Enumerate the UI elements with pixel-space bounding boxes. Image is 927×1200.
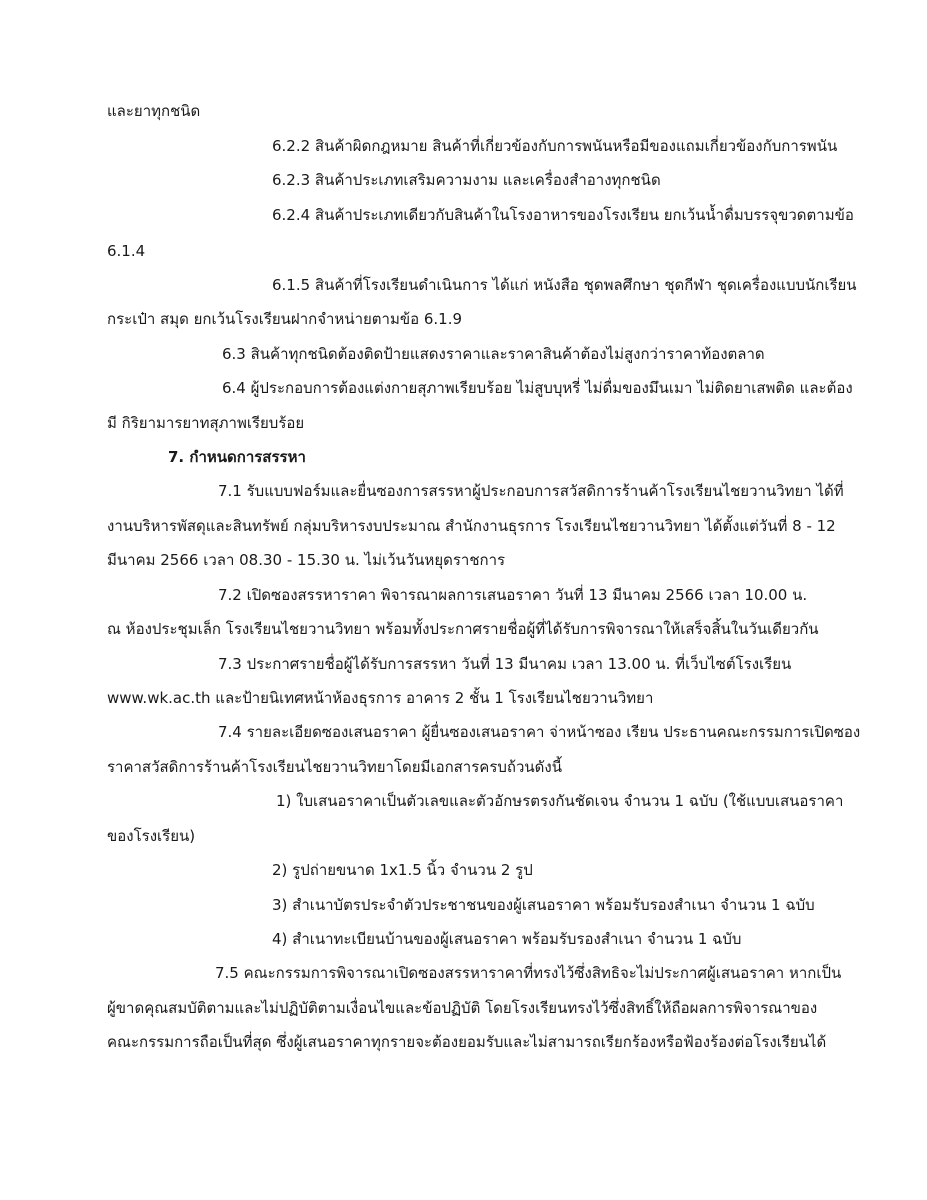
text-line: กระเป๋า สมุด ยกเว้นโรงเรียนฝากจำหน่ายตามข้อ 6.1.9: [107, 310, 463, 328]
text-line: 2) รูปถ่ายขนาด 1x1.5 นิ้ว จำนวน 2 รูป: [272, 861, 533, 879]
text-line: มีนาคม 2566 เวลา 08.30 - 15.30 น. ไม่เว้นวันหยุดราชการ: [107, 551, 506, 569]
text-line: ณ ห้องประชุมเล็ก โรงเรียนไชยวานวิทยา พร้อมทั้งประกาศรายชื่อผู้ที่ได้รับการพิจารณาให้เสร็จสิ้นในวันเดียวกัน: [107, 620, 819, 638]
text-line: 7.5 คณะกรรมการพิจารณาเปิดซองสรรหาราคาที่ทรงไว้ซึ่งสิทธิจะไม่ประกาศผู้เสนอราคา หากเป็น: [215, 964, 842, 982]
text-line: ของโรงเรียน): [107, 827, 196, 845]
text-line: 6.2.3 สินค้าประเภทเสริมความงาม และเครื่องสำอางทุกชนิด: [272, 171, 661, 189]
text-line: 6.1.5 สินค้าที่โรงเรียนดำเนินการ ได้แก่ หนังสือ ชุดพลศึกษา ชุดกีฬา ชุดเครื่องแบบนักเรียน: [272, 276, 857, 294]
text-line: 6.2.4 สินค้าประเภทเดียวกับสินค้าในโรงอาหารของโรงเรียน ยกเว้นน้ำดื่มบรรจุขวดตามข้อ: [272, 206, 854, 224]
text-line: ผู้ขาดคุณสมบัติตามและไม่ปฏิบัติตามเงื่อนไขและข้อปฏิบัติ โดยโรงเรียนทรงไว้ซึ่งสิทธิ์ให้ถือผลการพิจารณาของ: [107, 999, 818, 1017]
text-line: มี กิริยามารยาทสุภาพเรียบร้อย: [107, 414, 305, 432]
text-line: 6.1.4: [107, 242, 146, 260]
text-line: 7.4 รายละเอียดซองเสนอราคา ผู้ยื่นซองเสนอราคา จ่าหน้าซอง เรียน ประธานคณะกรรมการเปิดซอง: [218, 723, 861, 741]
text-line: 1) ใบเสนอราคาเป็นตัวเลขและตัวอักษรตรงกันชัดเจน จำนวน 1 ฉบับ (ใช้แบบเสนอราคา: [276, 792, 844, 810]
text-line: 6.3 สินค้าทุกชนิดต้องติดป้ายแสดงราคาและราคาสินค้าต้องไม่สูงกว่าราคาท้องตลาด: [222, 345, 765, 363]
text-line: 7.2 เปิดซองสรรหาราคา พิจารณาผลการเสนอราคา วันที่ 13 มีนาคม 2566 เวลา 10.00 น.: [218, 586, 808, 604]
text-line: คณะกรรมการถือเป็นที่สุด ซึ่งผู้เสนอราคาทุกรายจะต้องยอมรับและไม่สามารถเรียกร้องหรือฟ้องร้องต่อโรงเรียนได้: [107, 1033, 827, 1051]
text-line: 4) สำเนาทะเบียนบ้านของผู้เสนอราคา พร้อมรับรองสำเนา จำนวน 1 ฉบับ: [272, 930, 742, 948]
text-line: และยาทุกชนิด: [107, 102, 201, 120]
section-heading: 7. กำหนดการสรรหา: [168, 448, 306, 466]
text-line: งานบริหารพัสดุและสินทรัพย์ กลุ่มบริหารงบประมาณ สำนักงานธุรการ โรงเรียนไชยวานวิทยา ได้ตั้งแต่วันที่ 8 - 12: [107, 517, 836, 535]
text-line: 3) สำเนาบัตรประจำตัวประชาชนของผู้เสนอราคา พร้อมรับรองสำเนา จำนวน 1 ฉบับ: [272, 896, 815, 914]
text-line: www.wk.ac.th และป้ายนิเทศหน้าห้องธุรการ อาคาร 2 ชั้น 1 โรงเรียนไชยวานวิทยา: [107, 689, 654, 707]
text-line: 7.3 ประกาศรายชื่อผู้ได้รับการสรรหา วันที่ 13 มีนาคม เวลา 13.00 น. ที่เว็บไซต์โรงเรียน: [218, 655, 792, 673]
text-line: 6.2.2 สินค้าผิดกฎหมาย สินค้าที่เกี่ยวข้องกับการพนันหรือมีของแถมเกี่ยวข้องกับการพนัน: [272, 137, 838, 155]
text-line: 6.4 ผู้ประกอบการต้องแต่งกายสุภาพเรียบร้อย ไม่สูบบุหรี่ ไม่ดื่มของมึนเมา ไม่ติดยาเสพติด และต้อง: [222, 379, 853, 397]
text-line: 7.1 รับแบบฟอร์มและยื่นซองการสรรหาผู้ประกอบการสวัสดิการร้านค้าโรงเรียนไชยวานวิทยา ได้ที่: [218, 482, 844, 500]
text-line: ราคาสวัสดิการร้านค้าโรงเรียนไชยวานวิทยาโดยมีเอกสารครบถ้วนดังนี้: [107, 758, 562, 776]
